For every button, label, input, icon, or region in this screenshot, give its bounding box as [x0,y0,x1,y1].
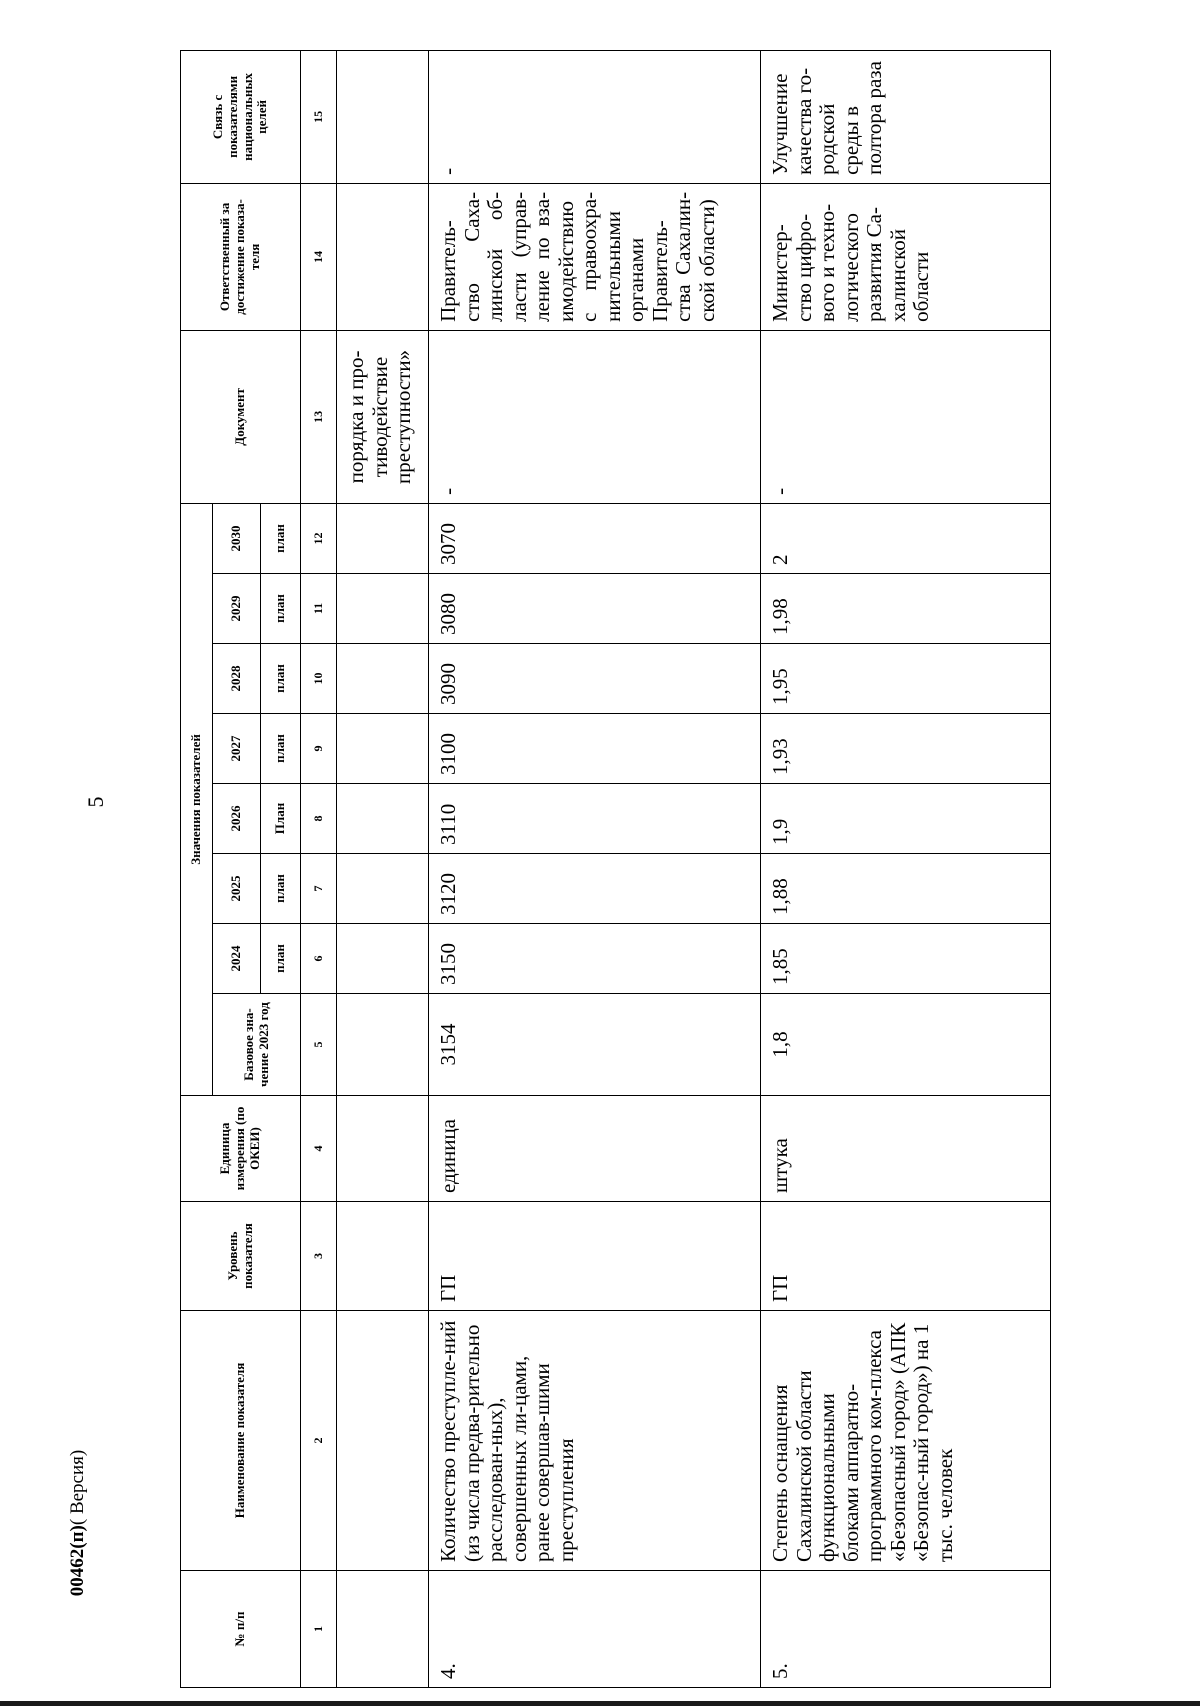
row-document: - [429,330,761,503]
row-unit: единица [429,1096,761,1202]
empty-cell [337,574,429,644]
column-number-row [301,50,337,1687]
empty-cell [337,924,429,994]
row-value: 3090 [429,644,761,714]
empty-cell [337,854,429,924]
header-link: Связь с показателями национальных целей [181,50,301,183]
header-base: Базовое зна-чение 2023 год [213,994,301,1096]
continuation-document: порядка и про-тиводействие преступности» [337,330,429,503]
column-number: 15 [301,50,337,183]
row-value: 3110 [429,784,761,854]
empty-cell [337,644,429,714]
row-value: 1,85 [761,924,1051,994]
row-value: 1,95 [761,644,1051,714]
row-value: 1,93 [761,714,1051,784]
footer-code [65,1393,91,1653]
row-link: - [429,50,761,183]
row-base: 1,8 [761,994,1051,1096]
column-number: 9 [301,714,337,784]
empty-cell [337,1096,429,1202]
row-link: Улучшение качества го-родской среды в полтора раза [761,50,1051,183]
empty-cell [337,50,429,183]
column-number: 11 [301,574,337,644]
row-base: 3154 [429,994,761,1096]
column-number: 10 [301,644,337,714]
column-number: 5 [301,994,337,1096]
empty-cell [337,183,429,330]
column-number: 3 [301,1202,337,1311]
table-row [761,50,1051,1687]
scan-edge-line [0,1701,1200,1706]
empty-cell [337,784,429,854]
row-responsible: Правитель-ство Саха-линской об-ласти (управ-ление по вза-имодействию с правоохра-нительными органами Правитель-ства Сахалин-ской области) [429,183,761,330]
header-plan: план [261,714,301,784]
header-values: Значения показателей [181,503,213,1095]
empty-cell [337,503,429,573]
column-number: 4 [301,1096,337,1202]
header-responsible: Ответственный за достижение показа-теля [181,183,301,330]
column-number: 7 [301,854,337,924]
empty-cell [337,994,429,1096]
row-responsible: Министер-ство цифро-вого и техно-логического развития Са-халинской области [761,183,1051,330]
empty-cell [337,1202,429,1311]
header-plan: план [261,924,301,994]
column-number: 8 [301,784,337,854]
header-num: № п/п [181,1571,301,1688]
header-unit: Единица измерения (по ОКЕИ) [181,1096,301,1202]
row-value: 3120 [429,854,761,924]
row-document: - [761,330,1051,503]
header-year: 2030 [213,503,261,573]
rotated-table-container [180,51,1050,1688]
header-plan: План [261,784,301,854]
header-document: Документ [181,330,301,503]
empty-cell [337,1311,429,1571]
header-year: 2029 [213,574,261,644]
header-year: 2025 [213,854,261,924]
row-value: 1,88 [761,854,1051,924]
footer-code-rest: ( Версия) [67,1449,88,1526]
header-plan: план [261,574,301,644]
header-plan: план [261,503,301,573]
row-name: Степень оснащения Сахалинской области функциональными блоками аппаратно-программного ком-плекса «Безопасный город» (АПК «Безопас-ный город») на 1 тыс. человек [761,1311,1051,1571]
table-row [429,50,761,1687]
header-year: 2026 [213,784,261,854]
header-name: Наименование показателя [181,1311,301,1571]
continuation-row [337,50,429,1687]
row-num: 4. [429,1571,761,1688]
header-level: Уровень показателя [181,1202,301,1311]
header-year: 2024 [213,924,261,994]
header-row-1 [181,50,213,1687]
page-number: 5 [83,796,108,808]
row-name: Количество преступле-ний (из числа предва-рительно расследован-ных), совершенных ли-цами, ранее совершав-шими преступления [429,1311,761,1571]
empty-cell [337,714,429,784]
header-plan: план [261,854,301,924]
header-year: 2027 [213,714,261,784]
column-number: 1 [301,1571,337,1688]
column-number: 6 [301,924,337,994]
column-number: 13 [301,330,337,503]
row-level: ГП [761,1202,1051,1311]
row-value: 3080 [429,574,761,644]
row-value: 2 [761,503,1051,573]
row-value: 1,9 [761,784,1051,854]
row-value: 3070 [429,503,761,573]
row-unit: штука [761,1096,1051,1202]
column-number: 12 [301,503,337,573]
row-value: 3150 [429,924,761,994]
footer-code-bold: 00462(п) [67,1525,88,1597]
column-number: 14 [301,183,337,330]
row-value: 1,98 [761,574,1051,644]
empty-cell [337,1571,429,1688]
header-plan: план [261,644,301,714]
row-num: 5. [761,1571,1051,1688]
row-value: 3100 [429,714,761,784]
indicators-table [180,50,1051,1688]
row-level: ГП [429,1202,761,1311]
column-number: 2 [301,1311,337,1571]
header-year: 2028 [213,644,261,714]
